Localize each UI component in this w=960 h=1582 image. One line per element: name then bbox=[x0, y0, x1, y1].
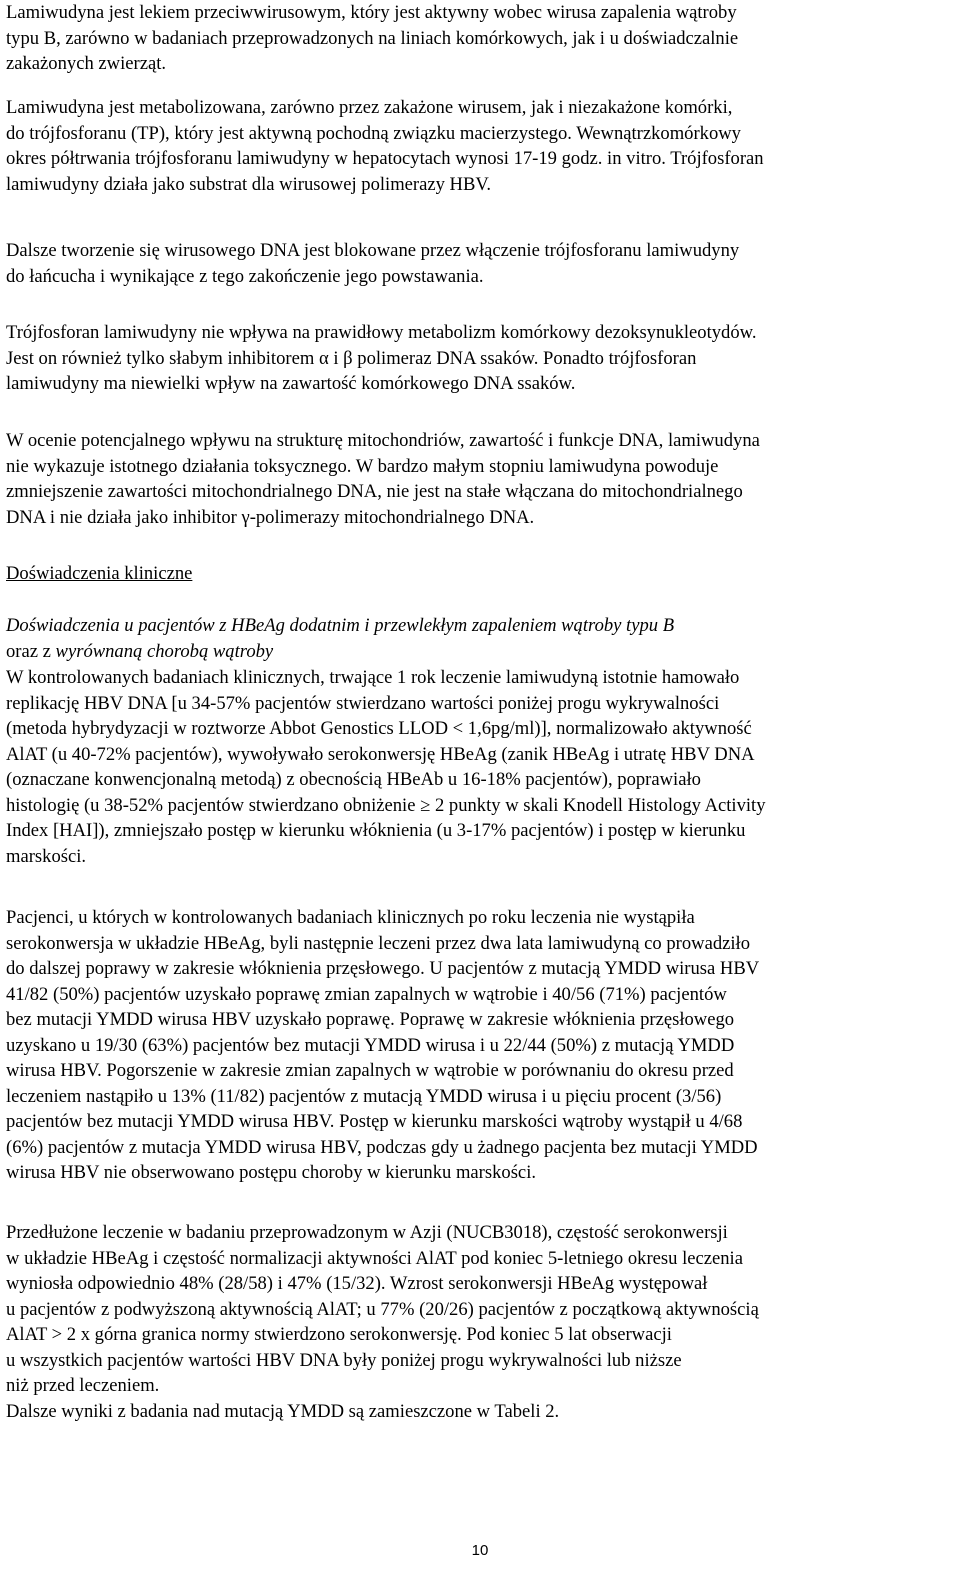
text-line: okres półtrwania trójfosforanu lamiwudyny w hepatocytach wynosi 17-19 godz. in vitro. Trójfosforan bbox=[6, 148, 764, 169]
subheading-prefix: oraz z bbox=[6, 640, 56, 662]
text-line: typu B, zarówno w badaniach przeprowadzonych na liniach komórkowych, jak i u doświadczalnie bbox=[6, 27, 739, 49]
text-line: histologię (u 38-52% pacjentów stwierdzano obniżenie ≥ 2 punkty w skali Knodell Histology Activity bbox=[6, 794, 766, 816]
text-line: 41/82 (50%) pacjentów uzyskało poprawę zmian zapalnych w wątrobie i 40/56 (71%) pacjentów bbox=[6, 983, 727, 1005]
text-line: Index [HAI]), zmniejszało postęp w kierunku włóknienia (u 3-17% pacjentów) i postęp w kierunku bbox=[6, 820, 746, 841]
text-line: do trójfosforanu (TP), który jest aktywną pochodną związku macierzystego. Wewnątrzkomórkowy bbox=[6, 122, 741, 144]
text-line: w układzie HBeAg i częstość normalizacji aktywności AlAT pod koniec 5-letniego okresu leczenia bbox=[6, 1247, 743, 1269]
text-line: wyniosła odpowiednio 48% (28/58) i 47% (15/32). Wzrost serokonwersji HBeAg występował bbox=[6, 1273, 708, 1294]
text-line: AlAT > 2 x górna granica normy stwierdzono serokonwersję. Pod koniec 5 lat obserwacji bbox=[6, 1324, 672, 1345]
text-line: wirusa HBV nie obserwowano postępu choroby w kierunku marskości. bbox=[6, 1162, 537, 1183]
section-heading: Doświadczenia kliniczne bbox=[6, 563, 193, 584]
text-line: u wszystkich pacjentów wartości HBV DNA były poniżej progu wykrywalności lub niższe bbox=[6, 1349, 682, 1371]
text-line: replikację HBV DNA [u 34-57% pacjentów stwierdzano wartości poniżej progu wykrywalności bbox=[6, 692, 720, 714]
text-line: nie wykazuje istotnego działania toksycznego. W bardzo małym stopniu lamiwudyna powoduje bbox=[6, 455, 719, 477]
paragraph-mitochondria bbox=[6, 428, 760, 530]
paragraph-dna-blocking bbox=[6, 238, 739, 289]
text-line: u pacjentów z podwyższoną aktywnością AlAT; u 77% (20/26) pacjentów z początkową aktywnością bbox=[6, 1298, 759, 1320]
text-line: zmniejszenie zawartości mitochondrialnego DNA, nie jest na stałe włączana do mitochondrialnego bbox=[6, 481, 743, 502]
text-line: niż przed leczeniem. bbox=[6, 1375, 160, 1396]
text-line: lamiwudyny ma niewielki wpływ na zawartość komórkowego DNA ssaków. bbox=[6, 373, 576, 394]
text-line: wirusa HBV. Pogorszenie w zakresie zmian zapalnych w wątrobie w porównaniu do okresu przed bbox=[6, 1060, 734, 1081]
text-line: do dalszej poprawy w zakresie włóknienia przęsłowego. U pacjentów z mutacją YMDD wirusa HBV bbox=[6, 958, 760, 979]
text-line: serokonwersja w układzie HBeAg, byli następnie leczeni przez dwa lata lamiwudyną co prowadziło bbox=[6, 932, 750, 954]
text-line: Trójfosforan lamiwudyny nie wpływa na prawidłowy metabolizm komórkowy dezoksynukleotydów. bbox=[6, 322, 757, 343]
text-line: DNA i nie działa jako inhibitor γ-polimerazy mitochondrialnego DNA. bbox=[6, 506, 535, 528]
text-line: leczeniem nastąpiło u 13% (11/82) pacjentów z mutacją YMDD wirusa i u pięciu procent (3/56) bbox=[6, 1085, 722, 1107]
text-line: Jest on również tylko słabym inhibitorem α i β polimeraz DNA ssaków. Ponadto trójfosforan bbox=[6, 347, 697, 369]
text-line: zakażonych zwierząt. bbox=[6, 53, 167, 74]
text-line: Przedłużone leczenie w badaniu przeprowadzonym w Azji (NUCB3018), częstość serokonwersji bbox=[6, 1222, 728, 1243]
paragraph-metabolism-effect bbox=[6, 320, 757, 397]
text-line: bez mutacji YMDD wirusa HBV uzyskało poprawę. Poprawę w zakresie włóknienia przęsłowego bbox=[6, 1009, 735, 1030]
text-line: lamiwudyny działa jako substrat dla wirusowej polimerazy HBV. bbox=[6, 173, 492, 195]
text-line: Dalsze tworzenie się wirusowego DNA jest blokowane przez włączenie trójfosforanu lamiwudyny bbox=[6, 240, 740, 261]
paragraph-clinical-1 bbox=[6, 665, 766, 869]
text-line: W ocenie potencjalnego wpływu na strukturę mitochondriów, zawartość i funkcje DNA, lamiwudyna bbox=[6, 430, 760, 451]
text-line: (metoda hybrydyzacji w roztworze Abbot Genostics LLOD < 1,6pg/ml)], normalizowało aktywność bbox=[6, 718, 752, 739]
text-line: pacjentów bez mutacji YMDD wirusa HBV. Postęp w kierunku marskości wątroby wystąpił u 4/68 bbox=[6, 1111, 743, 1132]
text-line: W kontrolowanych badaniach klinicznych, trwające 1 rok leczenie lamiwudyną istotnie hamowało bbox=[6, 667, 740, 688]
paragraph-intro bbox=[6, 0, 738, 77]
subheading-italic-line: Doświadczenia u pacjentów z HBeAg dodatnim i przewlekłym zapaleniem wątroby typu B bbox=[6, 615, 675, 636]
text-line: Dalsze wyniki z badania nad mutacją YMDD są zamieszczone w Tabeli 2. bbox=[6, 1400, 560, 1422]
subheading-mixed-line bbox=[6, 639, 674, 665]
text-line: uzyskano u 19/30 (63%) pacjentów bez mutacji YMDD wirusa i u 22/44 (50%) z mutacją YMDD bbox=[6, 1034, 735, 1056]
text-line: do łańcucha i wynikające z tego zakończenie jego powstawania. bbox=[6, 265, 484, 287]
text-line: Pacjenci, u których w kontrolowanych badaniach klinicznych po roku leczenia nie wystąpiła bbox=[6, 907, 695, 928]
text-line: marskości. bbox=[6, 845, 87, 867]
paragraph-clinical-2 bbox=[6, 905, 759, 1186]
text-line: AlAT (u 40-72% pacjentów), wywoływało serokonwersję HBeAg (zanik HBeAg i utratę HBV DNA bbox=[6, 743, 755, 765]
text-line: Lamiwudyna jest metabolizowana, zarówno przez zakażone wirusem, jak i niezakażone komórki, bbox=[6, 97, 733, 118]
clinical-subheading bbox=[6, 613, 674, 664]
paragraph-clinical-3 bbox=[6, 1220, 759, 1424]
text-line: Lamiwudyna jest lekiem przeciwwirusowym, który jest aktywny wobec wirusa zapalenia wątroby bbox=[6, 2, 737, 23]
paragraph-metabolism bbox=[6, 95, 764, 197]
page-number: 10 bbox=[471, 1542, 489, 1559]
text-line: (oznaczane konwencjonalną metodą) z obecnością HBeAb u 16-18% pacjentów), poprawiało bbox=[6, 769, 701, 790]
subheading-italic-part: wyrównaną chorobą wątroby bbox=[55, 640, 274, 662]
text-line: (6%) pacjentów z mutacja YMDD wirusa HBV, podczas gdy u żadnego pacjenta bez mutacji YMDD bbox=[6, 1136, 758, 1158]
